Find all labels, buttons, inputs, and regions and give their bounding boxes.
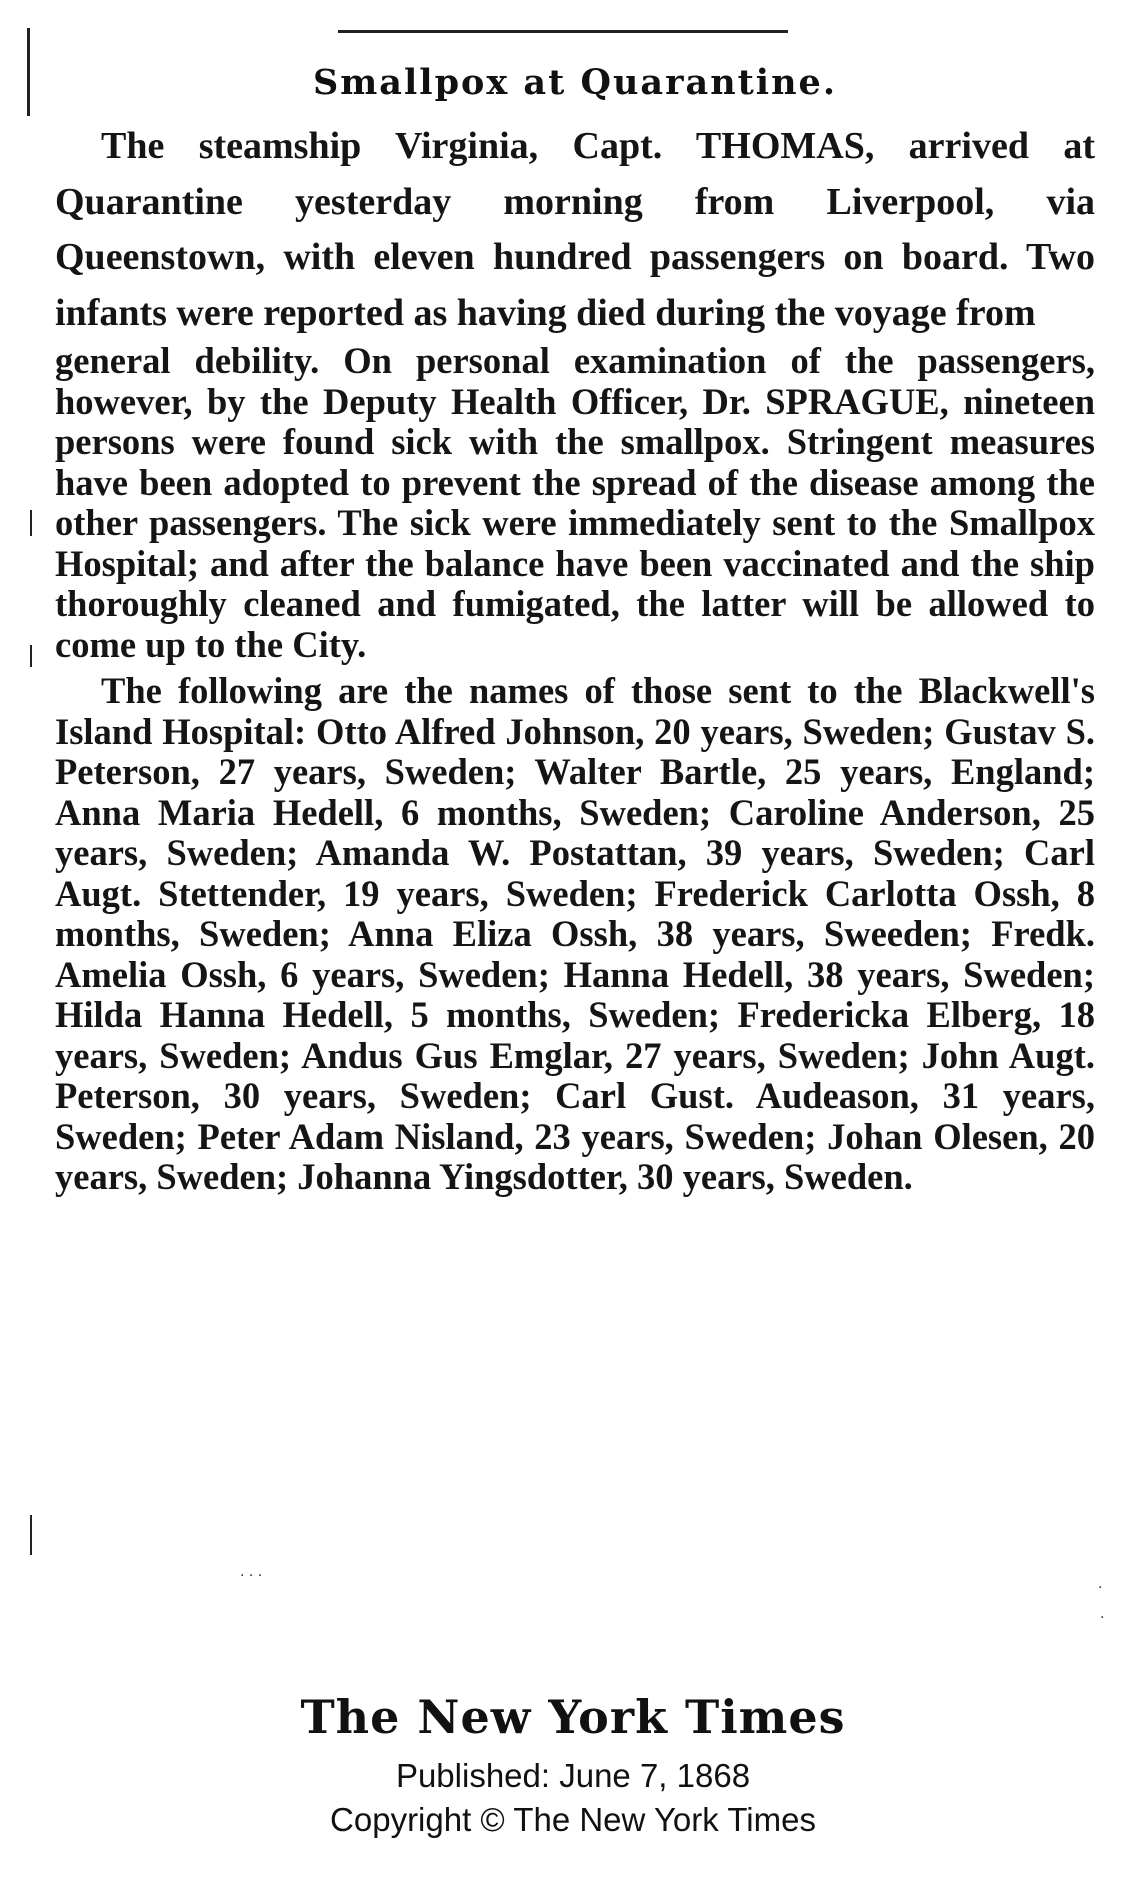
top-rule — [338, 30, 788, 33]
article — [55, 62, 1095, 1198]
footer — [0, 1690, 1146, 1842]
print-speck: · — [1098, 1580, 1103, 1596]
published-date: Published: June 7, 1868 — [395, 1757, 751, 1794]
margin-line — [30, 510, 32, 536]
print-speck: · — [1100, 1610, 1105, 1626]
print-speck: · · · — [240, 1568, 263, 1584]
article-paragraph-1: The steamship Virginia, Capt. THOMAS, arrived at Quarantine yesterday morning from Liverpool, via Queenstown, with eleven hundred passengers on board. Two infants were reported as having died during the voyage from — [55, 125, 1095, 334]
margin-line — [27, 28, 30, 116]
article-paragraph-3: The following are the names of those sent to the Blackwell's Island Hospital: Otto Alfred Johnson, 20 years, Sweden; Gustav S. Peterson, 27 years, Sweden; Walter Bartle, 25 years, England; Anna Maria Hedell, 6 months, Sweden; Caroline Anderson, 25 years, Sweden; Amanda W. Postattan, 39 years, Sweden; Carl Augt. Stettender, 19 years, Sweden; Frederick Carlotta Ossh, 8 months, Sweden; Anna Eliza Ossh, 38 years, Sweeden; Fredk. Amelia Ossh, 6 years, Sweden; Hanna Hedell, 38 years, Sweden; Hilda Hanna Hedell, 5 months, Sweden; Fredericka Elberg, 18 years, Sweden; Andus Gus Emglar, 27 years, Sweden; John Augt. Peterson, 30 years, Sweden; Carl Gust. Audeason, 31 years, Sweden; Peter Adam Nisland, 23 years, Sweden; Johan Olesen, 20 years, Sweden; Johanna Yingsdotter, 30 years, Sweden. — [55, 670, 1095, 1197]
margin-line — [30, 645, 32, 667]
masthead-logo: The New York Times — [300, 1690, 846, 1744]
article-headline: Smallpox at Quarantine. — [312, 62, 838, 103]
copyright-notice: Copyright © The New York Times — [330, 1801, 816, 1838]
article-paragraph-2: general debility. On personal examination of the passengers, however, by the Deputy Health Officer, Dr. SPRAGUE, nineteen persons were found sick with the smallpox. Stringent measures have been adopted to prevent the spread of the disease among the other passengers. The sick were immediately sent to the Smallpox Hospital; and after the balance have been vaccinated and the ship thoroughly cleaned and fumigated, the latter will be allowed to come up to the City. — [55, 340, 1095, 665]
margin-line — [30, 1515, 32, 1555]
